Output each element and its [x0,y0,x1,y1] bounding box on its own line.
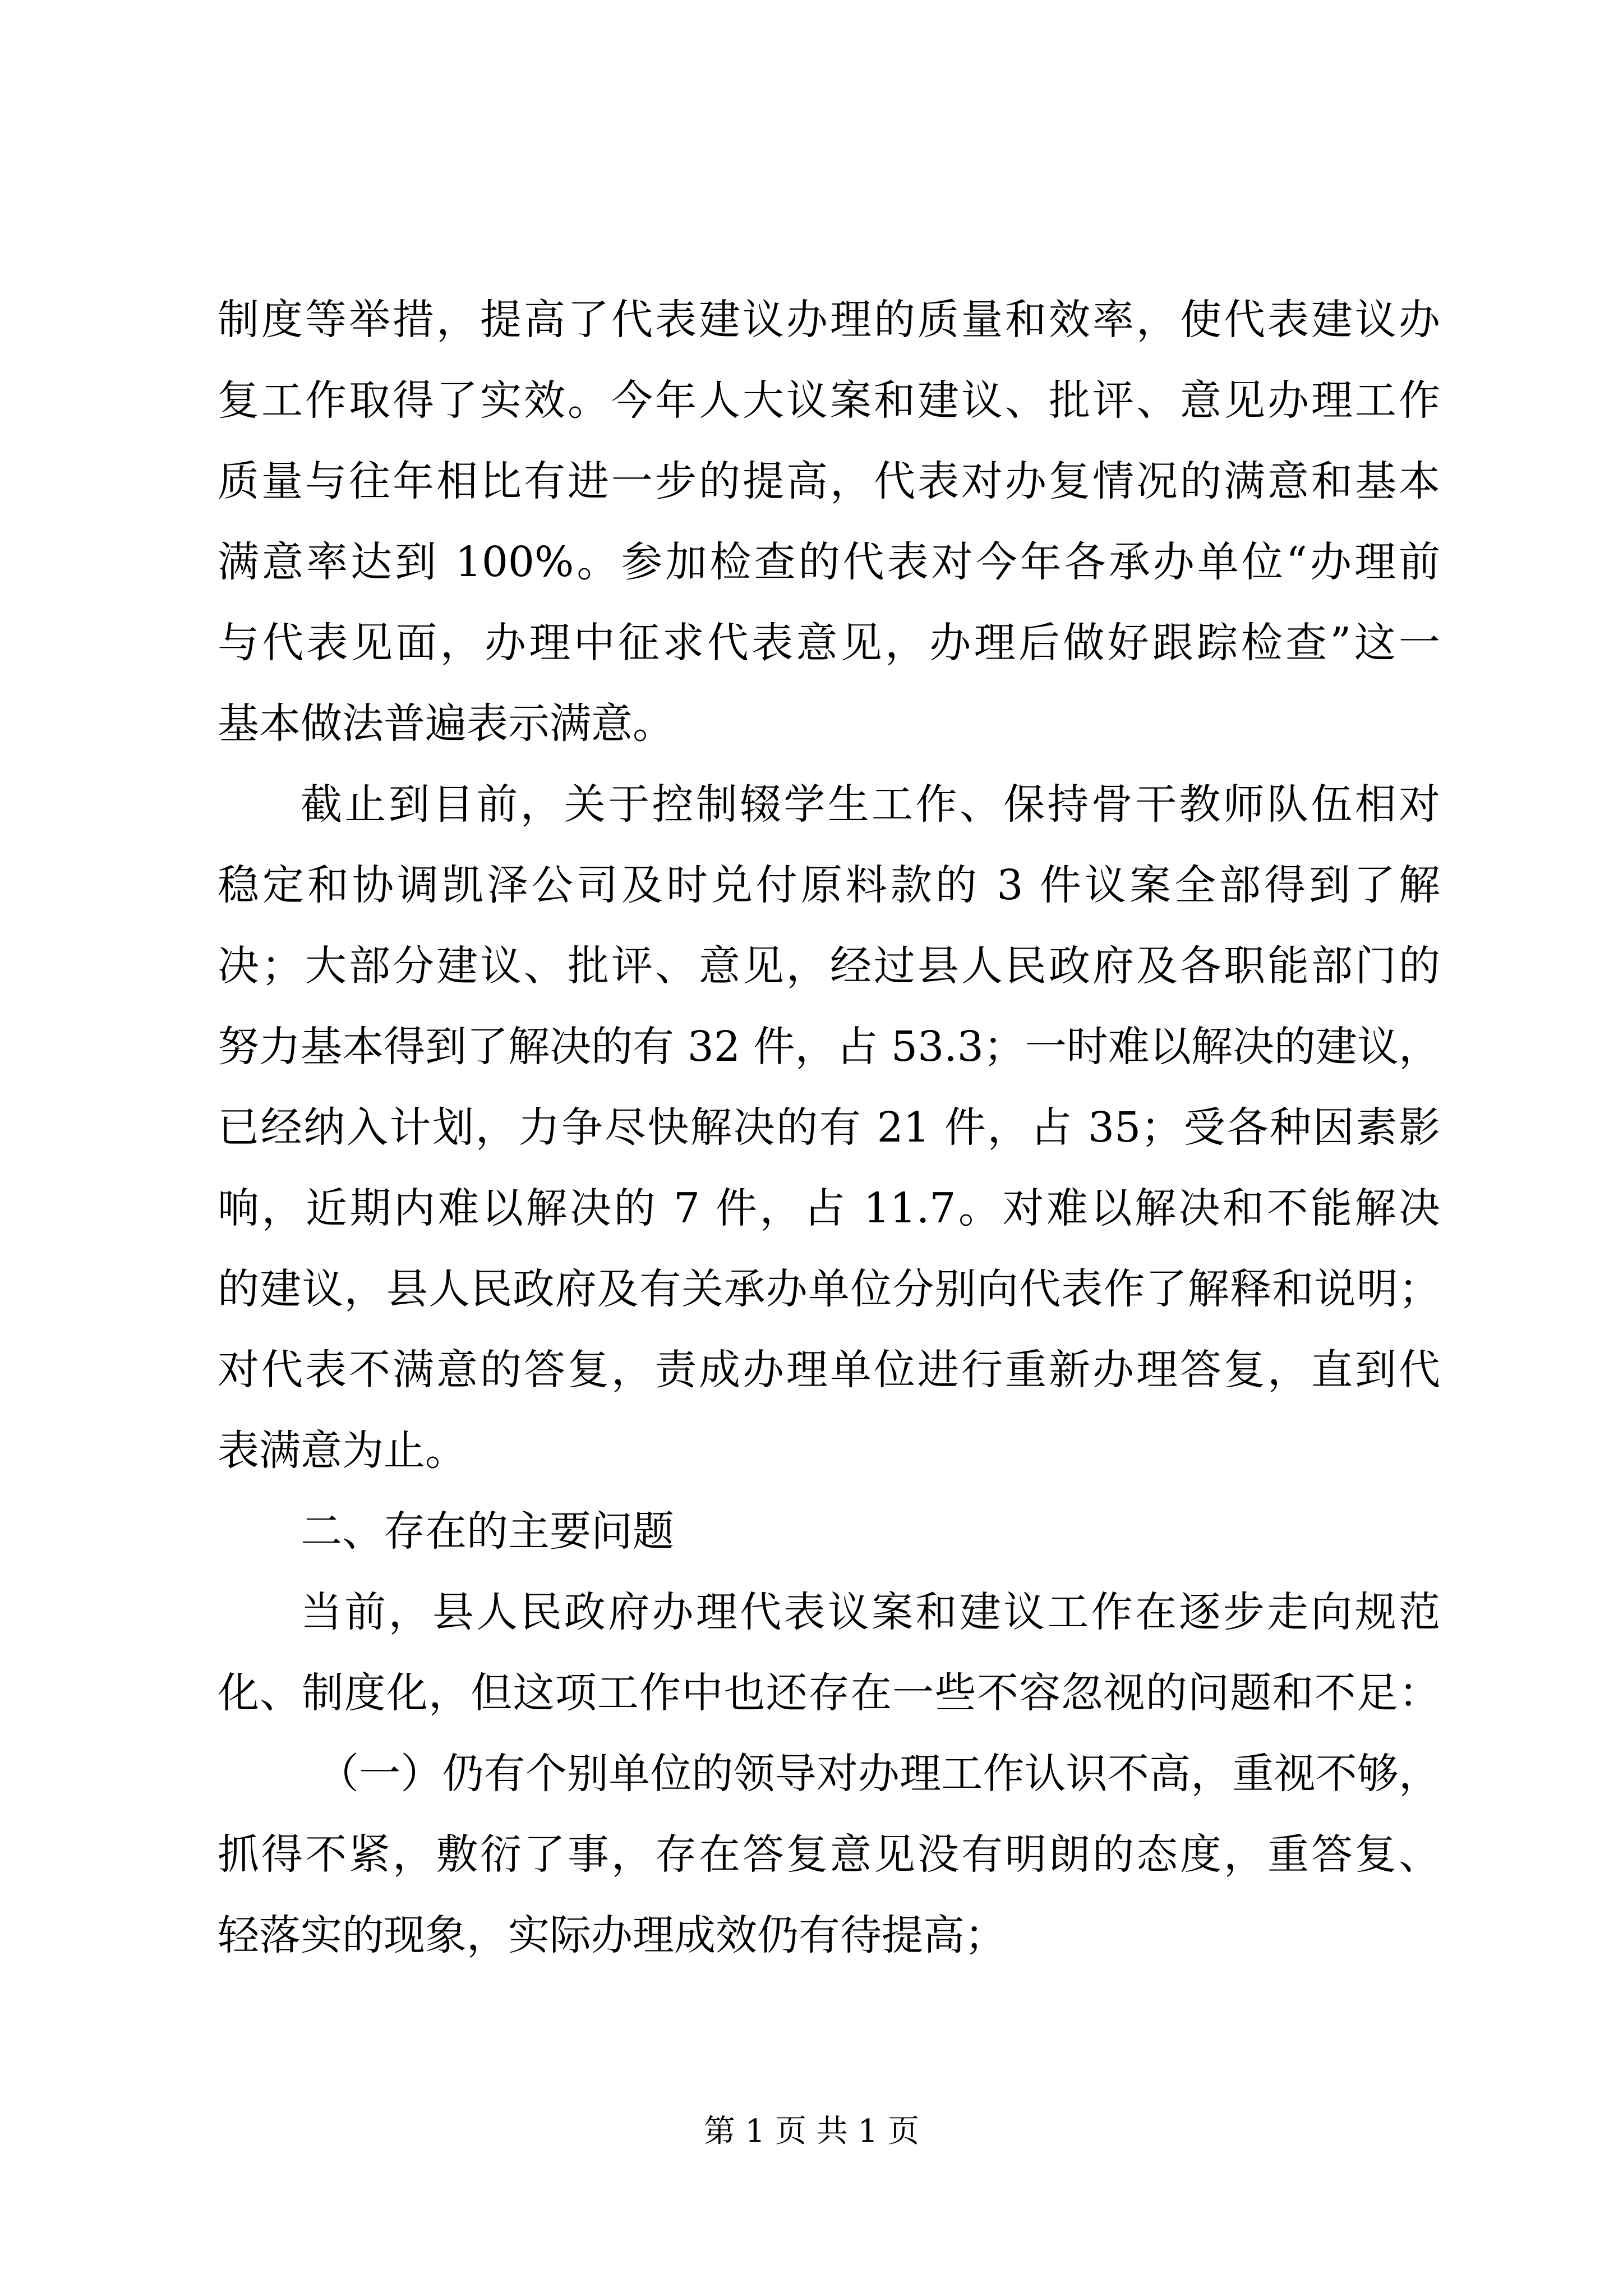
text-line-7: 截止到目前，关于控制辍学生工作、保持骨干教师队伍相对 [301,780,1440,829]
text-line-10: 努力基本得到了解决的有 32 件，占 53.3；一时难以解决的建议， [218,1023,1440,1071]
text-line-20: 抓得不紧，敷衍了事，存在答复意见没有明朗的态度，重答复、 [218,1830,1440,1879]
text-line-2: 复工作取得了实效。今年人大议案和建议、批评、意见办理工作 [218,376,1440,425]
text-line-1: 制度等举措，提高了代表建议办理的质量和效率，使代表建议办 [218,296,1440,344]
section-heading: 二、存在的主要问题 [301,1507,674,1556]
text-line-12: 响，近期内难以解决的 7 件，占 11.7。对难以解决和不能解决 [218,1184,1440,1232]
text-line-19: （一）仍有个别单位的领导对办理工作认识不高，重视不够， [317,1750,1440,1798]
text-line-5: 与代表见面，办理中征求代表意见，办理后做好跟踪检查”这一 [218,619,1440,667]
text-line-15: 表满意为止。 [218,1427,467,1475]
page-footer: 第 1 页 共 1 页 [703,2113,920,2150]
text-line-11: 已经纳入计划，力争尽快解决的有 21 件，占 35；受各种因素影 [218,1103,1440,1152]
text-line-14: 对代表不满意的答复，责成办理单位进行重新办理答复，直到代 [218,1346,1440,1394]
text-line-8: 稳定和协调凯泽公司及时兑付原料款的 3 件议案全部得到了解 [218,861,1440,909]
text-line-9: 决；大部分建议、批评、意见，经过县人民政府及各职能部门的 [218,942,1440,990]
text-line-6: 基本做法普遍表示满意。 [218,700,674,748]
text-line-21: 轻落实的现象，实际办理成效仍有待提高； [218,1911,1006,1959]
text-line-3: 质量与往年相比有进一步的提高，代表对办复情况的满意和基本 [218,457,1440,505]
text-line-13: 的建议，县人民政府及有关承办单位分别向代表作了解释和说明； [218,1265,1440,1313]
text-line-4: 满意率达到 100%。参加检查的代表对今年各承办单位“办理前 [218,538,1440,586]
text-line-17: 当前，县人民政府办理代表议案和建议工作在逐步走向规范 [301,1588,1440,1636]
text-line-18: 化、制度化，但这项工作中也还存在一些不容忽视的问题和不足： [218,1669,1440,1717]
